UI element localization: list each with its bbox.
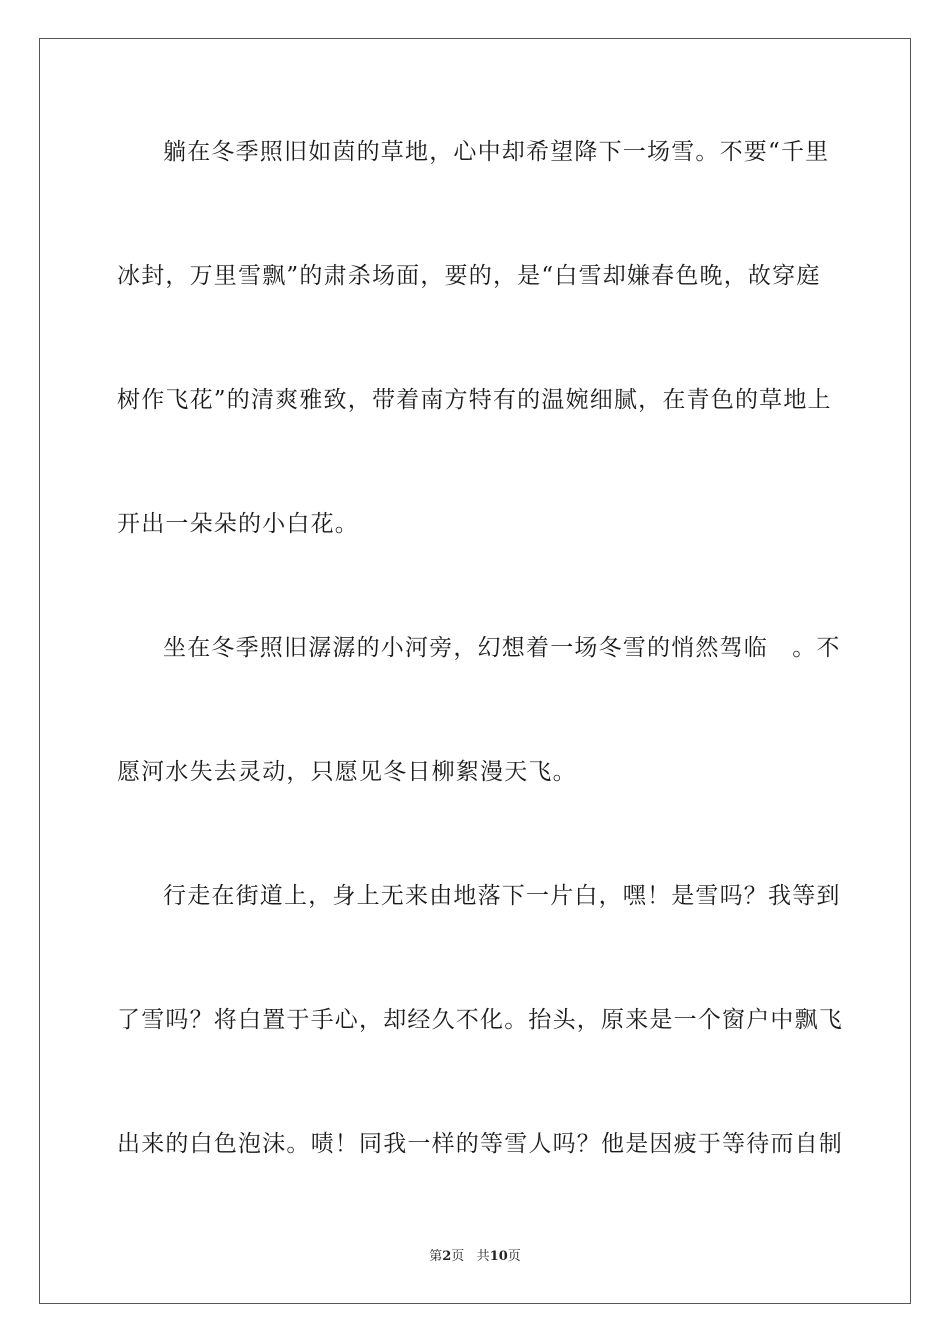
total-pages: 10 (489, 1249, 508, 1264)
page-footer (0, 1248, 950, 1266)
paragraph-2-line-2: 愿河水失去灵动，只愿见冬日柳絮漫天飞。 (117, 759, 577, 785)
total-prefix: 共 (476, 1249, 490, 1264)
page-number: 2 (442, 1249, 452, 1264)
page-suffix: 页 (451, 1249, 465, 1264)
paragraph-3-line-1: 行走在街道上，身上无来由地落下一片白，嘿！是雪吗？我等到 (163, 883, 841, 909)
page-border (39, 38, 911, 1304)
paragraph-3-line-2: 了雪吗？将白置于手心，却经久不化。抬头，原来是一个窗户中飘飞 (117, 1007, 843, 1033)
paragraph-1-line-2: 冰封，万里雪飘”的肃杀场面，要的，是“白雪却嫌春色晚，故穿庭 (117, 263, 821, 289)
paragraph-2-line-1: 坐在冬季照旧潺潺的小河旁，幻想着一场冬雪的悄然驾临 。不 (163, 635, 841, 661)
paragraph-3-line-3: 出来的白色泡沫。啧！同我一样的等雪人吗？他是因疲于等待而自制 (117, 1131, 843, 1157)
page-prefix: 第 (429, 1249, 443, 1264)
paragraph-1-line-1: 躺在冬季照旧如茵的草地，心中却希望降下一场雪。不要“千里 (163, 139, 830, 165)
total-suffix: 页 (507, 1249, 521, 1264)
paragraph-1-line-3: 树作飞花”的清爽雅致，带着南方特有的温婉细腻，在青色的草地上 (117, 387, 832, 413)
paragraph-1-line-4: 开出一朵朵的小白花。 (117, 511, 359, 537)
